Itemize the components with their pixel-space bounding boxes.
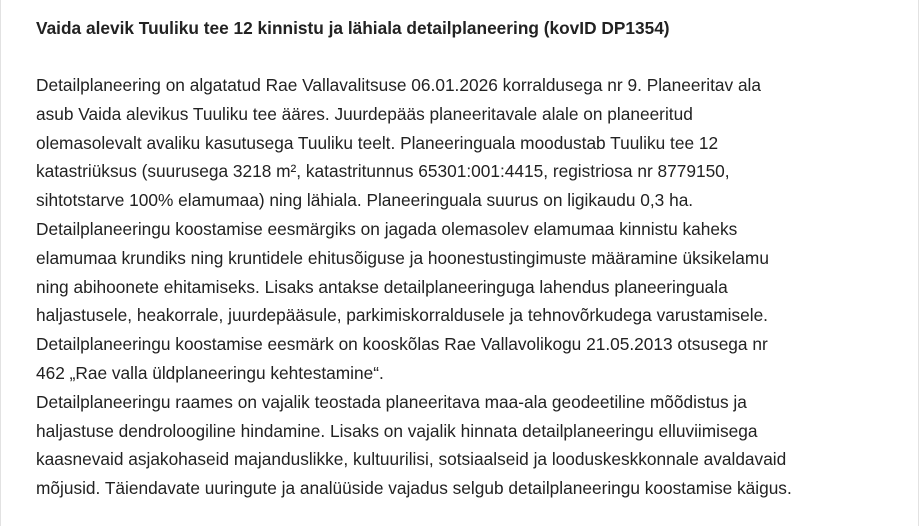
body-line: Detailplaneering on algatatud Rae Vallavalitsuse 06.01.2026 korraldusega nr 9. Planeeritav ala (36, 75, 762, 95)
body-line: 462 „Rae valla üldplaneeringu kehtestamine“. (36, 362, 384, 383)
body-line: sihtotstarve 100% elamumaa) ning lähiala. Planeeringuala suurus on ligikaudu 0,3 ha. (36, 190, 694, 211)
body-line: katastriüksus (suurusega 3218 m², katastritunnus 65301:001:4415, registriosa nr 8779150, (36, 161, 730, 182)
body-line: ning abihoonete ehitamiseks. Lisaks antakse detailplaneeringuga lahendus planeeringuala (36, 276, 728, 297)
body-line: Detailplaneeringu koostamise eesmärk on kooskõlas Rae Vallavolikogu 21.05.2013 otsusega nr (36, 334, 768, 355)
body-line: haljastusele, heakorrale, juurdepääsule, parkimiskorraldusele ja tehnovõrkudega varustamisele. (36, 305, 768, 326)
body-line: asub Vaida alevikus Tuuliku tee ääres. Juurdepääs planeeritavale alale on planeeritud (36, 103, 693, 124)
body-line: elamumaa krundiks ning kruntidele ehitusõiguse ja hoonestustingimuste määramine üksikelamu (36, 247, 769, 268)
body-line: kaasnevaid asjakohaseid majanduslikke, kultuurilisi, sotsiaalseid ja looduskeskkonnale avaldavaid (36, 449, 787, 470)
body-line: olemasolevalt avaliku kasutusega Tuuliku teelt. Planeeringuala moodustab Tuuliku tee 12 (36, 132, 719, 153)
body-line: haljastuse dendroloogiline hindamine. Lisaks on vajalik hinnata detailplaneeringu elluviimisega (36, 420, 758, 441)
body-line: Detailplaneeringu koostamise eesmärgiks on jagada olemasolev elamumaa kinnistu kaheks (36, 218, 738, 239)
announcement-title: Vaida alevik Tuuliku tee 12 kinnistu ja lähiala detailplaneering (kovID DP1354) (36, 18, 670, 38)
body-line: Detailplaneeringu raames on vajalik teostada planeeritava maa-ala geodeetiline mõõdistus ja (36, 391, 747, 412)
announcement-body (36, 71, 896, 503)
body-line: mõjusid. Täiendavate uuringute ja analüüside vajadus selgub detailplaneeringu koostamise käigus. (36, 478, 792, 499)
